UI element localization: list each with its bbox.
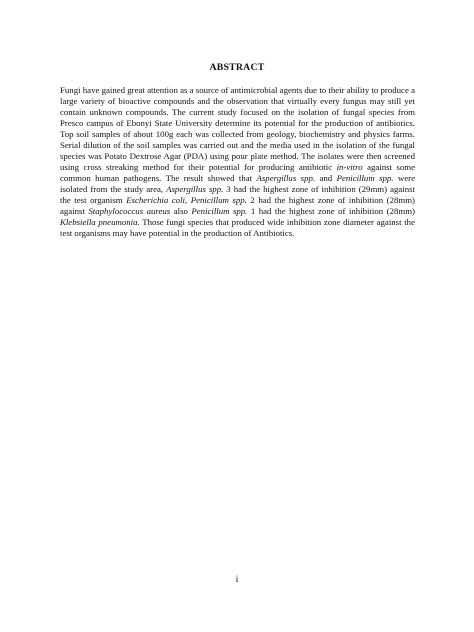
abstract-text: were isolated from the study area,: [60, 173, 416, 194]
abstract-italic-term: Klebsiella pneumonia: [60, 217, 138, 227]
abstract-italic-term: Escherichia coli: [126, 195, 185, 205]
abstract-text: . Those fungi species that produced wide inhibition zone diameter against the test organisms may have potential in the production of Antibiotics.: [60, 217, 415, 238]
abstract-heading: ABSTRACT: [209, 62, 265, 73]
abstract-text: 3 had the highest zone of inhibition (29mm) against the test organism: [60, 184, 415, 205]
abstract-italic-term: Penicillum spp.: [190, 195, 247, 205]
abstract-text: ,: [184, 195, 191, 205]
abstract-text: 1 had the highest zone of inhibition (28mm): [247, 206, 415, 216]
abstract-italic-term: in-vitro: [336, 162, 363, 172]
abstract-paragraph: [60, 85, 415, 239]
abstract-italic-term: Penicillum spp.: [191, 206, 248, 216]
abstract-italic-term: Staphylococcus aureus: [88, 206, 171, 216]
abstract-italic-term: Aspergillus spp.: [256, 173, 316, 183]
abstract-italic-term: Penicillum spp.: [336, 173, 394, 183]
page-number: i: [235, 574, 239, 584]
abstract-text: and: [315, 173, 337, 183]
abstract-text: also: [170, 206, 192, 216]
abstract-text: against some common human pathogens. The result showed that: [60, 162, 416, 183]
abstract-italic-term: Aspergillus spp.: [166, 184, 224, 194]
abstract-text: Fungi have gained great attention as a source of antimicrobial agents due to their ability to produce a large variety of bioactive compounds and the observation that virtually every fungus may still yet contain unknown compounds. The current study focused on the isolation of fungal species from Presco campus of Ebonyi State University determine its potential for the production of antibiotics. Top soil samples of about 100g each was collected from geology, biochemistry and physics farms. Serial dilution of the soil samples was carried out and the media used in the isolation of the fungal species was Potato Dextrose Agar (PDA) using pour plate method. The isolates were then screened using cross streaking method for their potential for producing antibiotic: [60, 85, 415, 172]
abstract-text: 2 had the highest zone of inhibition (28mm) against: [60, 195, 415, 216]
